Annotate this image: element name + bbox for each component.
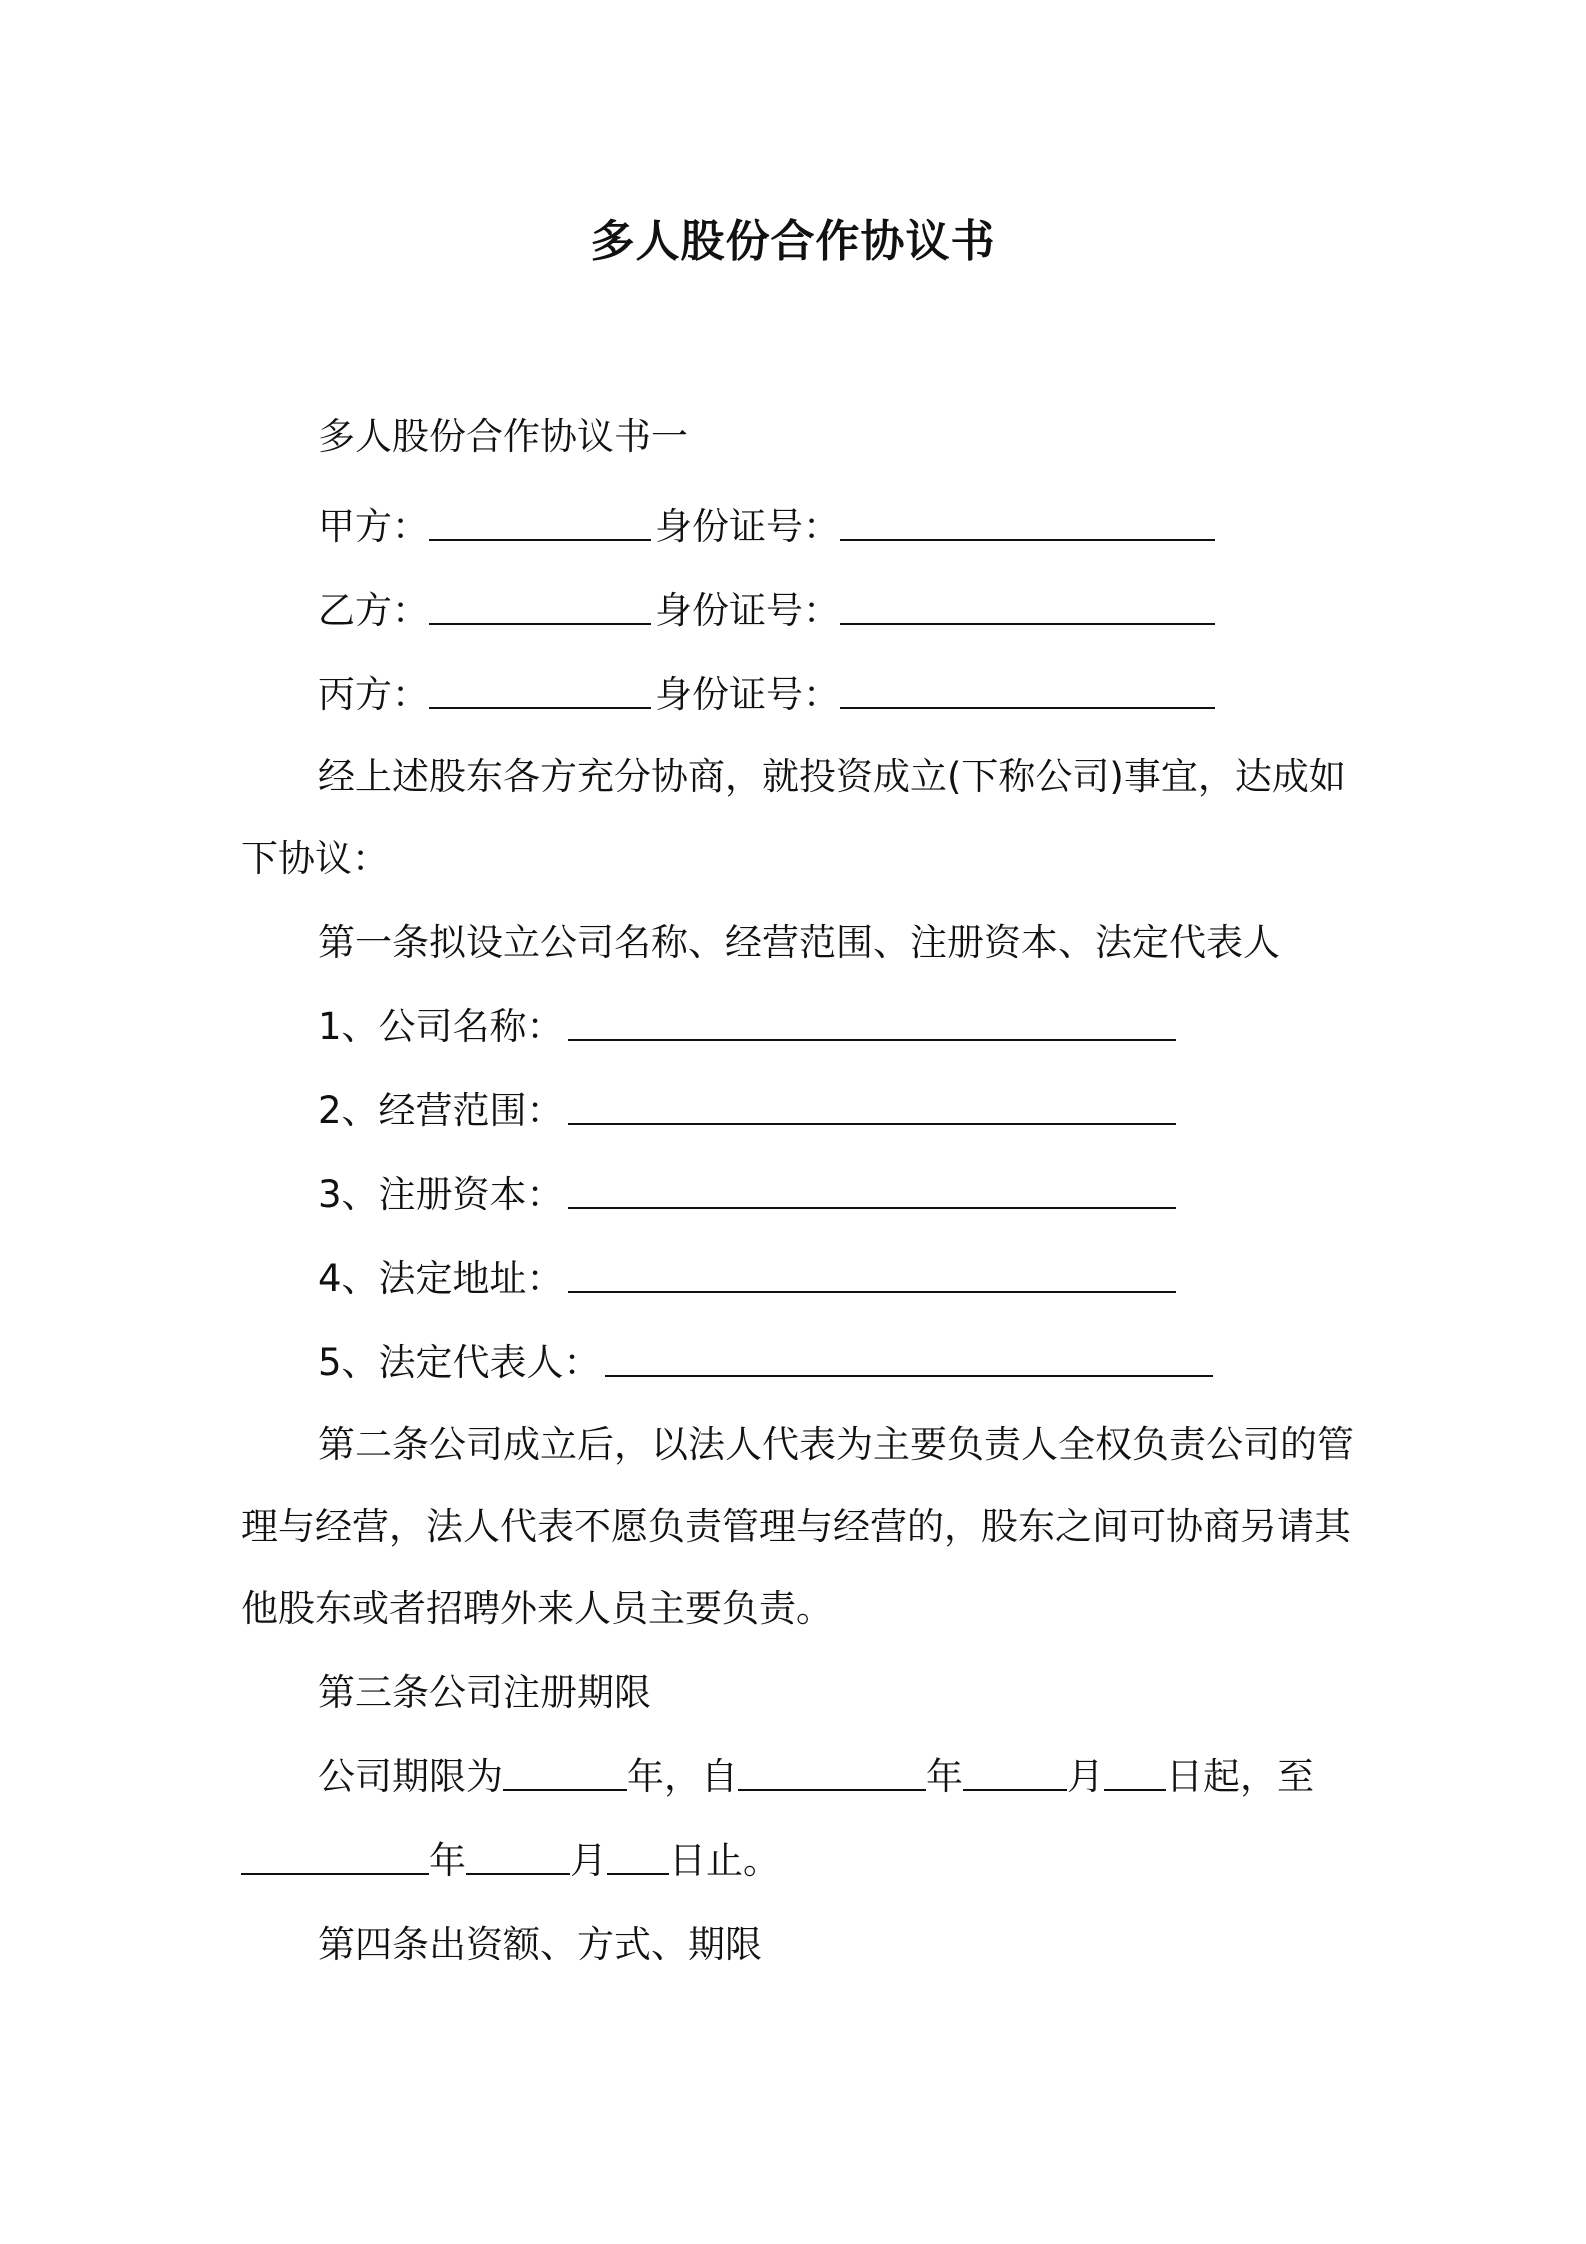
legal-representative-label: 5、法定代表人：: [318, 1341, 601, 1384]
party-a-line: [318, 502, 1219, 552]
term-years-field[interactable]: [503, 1753, 627, 1791]
party-b-id-field[interactable]: [840, 587, 1215, 625]
preamble-line-1: 经上述股东各方充分协商，就投资成立(下称公司)事宜，达成如: [318, 755, 1346, 798]
party-a-label: 甲方：: [318, 505, 429, 548]
article-2-line-1: 第二条公司成立后，以法人代表为主要负责人全权负责公司的管: [318, 1423, 1354, 1466]
article-1-heading: 第一条拟设立公司名称、经营范围、注册资本、法定代表人: [318, 921, 1280, 964]
party-c-label: 丙方：: [318, 673, 429, 716]
article-3-term-line-1: [318, 1752, 1314, 1802]
start-month-field[interactable]: [963, 1753, 1067, 1791]
party-b-id-label: 身份证号：: [655, 589, 840, 632]
start-day-word: 日起，至: [1166, 1755, 1314, 1798]
registered-capital-label: 3、注册资本：: [318, 1173, 564, 1216]
article-1-item-2: [318, 1086, 1180, 1136]
article-1-item-1: [318, 1002, 1180, 1052]
party-a-id-field[interactable]: [840, 503, 1215, 541]
end-year-word: 年: [429, 1839, 466, 1882]
term-years-word: 年，自: [627, 1755, 738, 1798]
party-a-name-field[interactable]: [429, 503, 651, 541]
legal-representative-field[interactable]: [605, 1339, 1213, 1377]
term-prefix: 公司期限为: [318, 1755, 503, 1798]
start-year-field[interactable]: [738, 1753, 926, 1791]
article-1-item-4: [318, 1254, 1180, 1304]
document-title: 多人股份合作协议书: [590, 216, 996, 267]
article-3-heading: 第三条公司注册期限: [318, 1671, 651, 1714]
legal-address-label: 4、法定地址：: [318, 1257, 564, 1300]
start-month-word: 月: [1067, 1755, 1104, 1798]
end-day-word: 日止。: [669, 1839, 780, 1882]
end-month-field[interactable]: [466, 1837, 570, 1875]
end-day-field[interactable]: [607, 1837, 669, 1875]
party-c-line: [318, 670, 1219, 720]
legal-address-field[interactable]: [568, 1255, 1176, 1293]
party-a-id-label: 身份证号：: [655, 505, 840, 548]
party-b-line: [318, 586, 1219, 636]
party-b-label: 乙方：: [318, 589, 429, 632]
article-2-line-3: 他股东或者招聘外来人员主要负责。: [241, 1587, 833, 1630]
party-c-name-field[interactable]: [429, 671, 651, 709]
article-1-item-3: [318, 1170, 1180, 1220]
company-name-field[interactable]: [568, 1003, 1176, 1041]
article-3-term-line-2: [241, 1836, 780, 1886]
preamble-line-2: 下协议：: [241, 837, 389, 880]
start-year-word: 年: [926, 1755, 963, 1798]
company-name-label: 1、公司名称：: [318, 1005, 564, 1048]
party-b-name-field[interactable]: [429, 587, 651, 625]
registered-capital-field[interactable]: [568, 1171, 1176, 1209]
end-month-word: 月: [570, 1839, 607, 1882]
business-scope-field[interactable]: [568, 1087, 1176, 1125]
business-scope-label: 2、经营范围：: [318, 1089, 564, 1132]
party-c-id-field[interactable]: [840, 671, 1215, 709]
article-2-line-2: 理与经营，法人代表不愿负责管理与经营的，股东之间可协商另请其: [241, 1505, 1351, 1548]
document-subtitle: 多人股份合作协议书一: [318, 415, 688, 458]
start-day-field[interactable]: [1104, 1753, 1166, 1791]
article-1-item-5: [318, 1338, 1217, 1388]
end-year-field[interactable]: [241, 1837, 429, 1875]
party-c-id-label: 身份证号：: [655, 673, 840, 716]
article-4-heading: 第四条出资额、方式、期限: [318, 1923, 762, 1966]
